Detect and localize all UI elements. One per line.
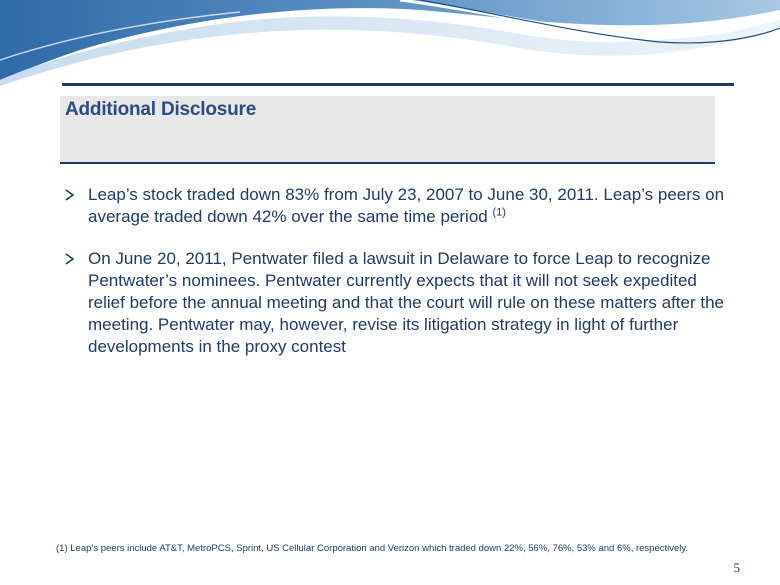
footnote: (1) Leap’s peers include AT&T, MetroPCS, Sprint, US Cellular Corporation and Verizon which traded down 22%, 56%, 76%, 53% and 6%, respectively.: [56, 543, 689, 554]
page-number: 5: [733, 560, 740, 575]
footnote-reference: (1): [492, 206, 506, 219]
bullet-item: [64, 184, 734, 228]
chevron-right-icon: [64, 189, 76, 201]
bullet-list: [64, 184, 734, 378]
header-rule: [62, 83, 734, 86]
bullet-text: Leap’s stock traded down 83% from July 23, 2007 to June 30, 2011. Leap’s peers on average traded down 42% over the same time period: [88, 185, 725, 226]
chevron-right-icon: [64, 253, 76, 265]
bullet-text: On June 20, 2011, Pentwater filed a lawsuit in Delaware to force Leap to recognize Pentwater’s nominees. Pentwater currently expects that it will not seek expedited relief before the annual meeting and that the court will rule on these matters after the meeting. Pentwater may, however, revise its litigation strategy in light of further developments in the proxy contest: [88, 249, 724, 356]
page-title: Additional Disclosure: [65, 99, 257, 120]
title-bar: [60, 96, 715, 164]
bullet-item: [64, 248, 734, 358]
